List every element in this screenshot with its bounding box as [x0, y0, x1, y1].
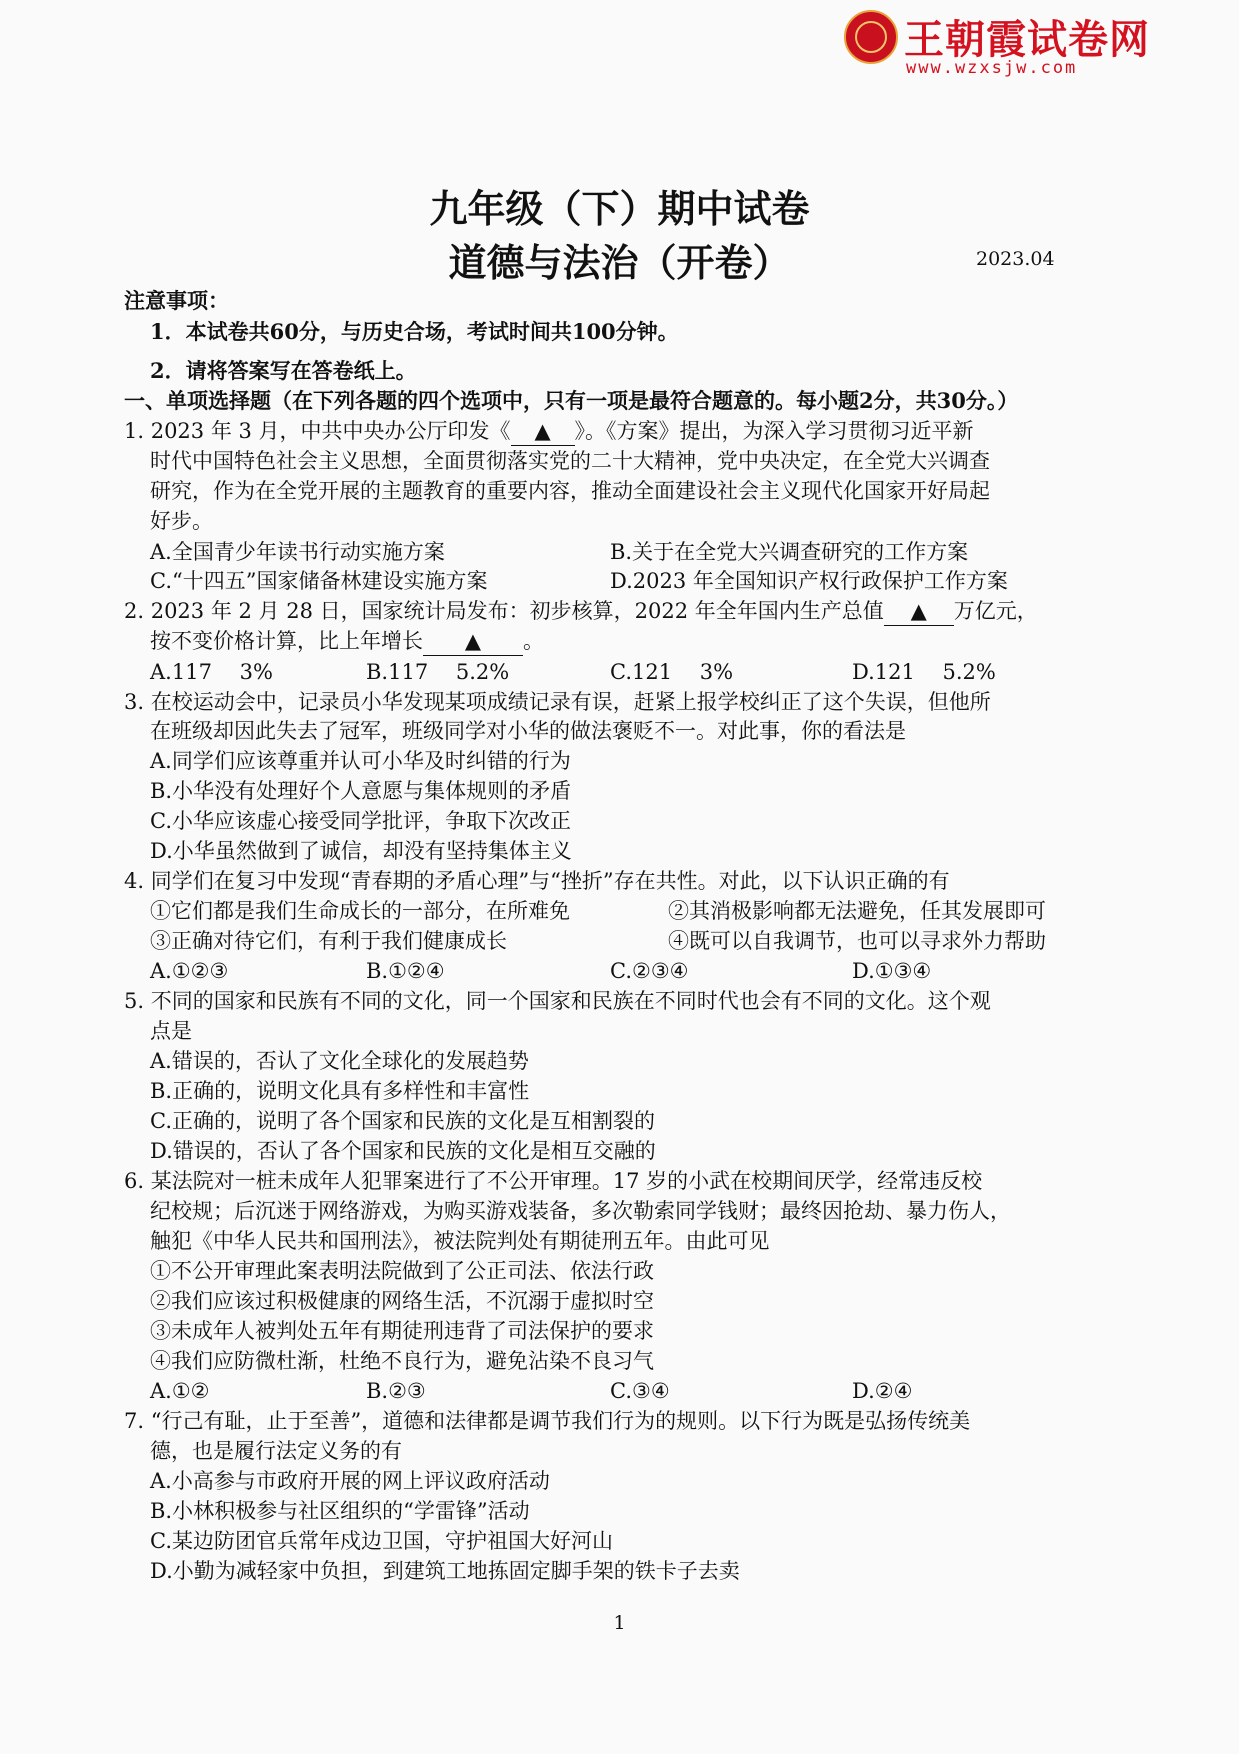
q4-option-c: C.②③④ — [610, 959, 689, 983]
q3-option-a: A.同学们应该尊重并认可小华及时纠错的行为 — [150, 749, 571, 773]
q7-option-c: C.某边防团官兵常年戍边卫国，守护祖国大好河山 — [150, 1529, 613, 1553]
notice-heading: 注意事项： — [124, 288, 229, 313]
q2-option-c: C.121 3% — [610, 660, 734, 684]
seal-icon — [844, 10, 898, 64]
q7-stem-line-1: 7. “行己有耻，止于至善”，道德和法律都是调节我们行为的规则。以下行为既是弘扬传统美 — [124, 1409, 971, 1433]
answer-blank: ▲ — [884, 597, 954, 626]
q2-stem-line-1: 2. 2023 年 2 月 28 日，国家统计局发布：初步核算，2022 年全年国内生产总值 ▲ 万亿元， — [124, 597, 1038, 626]
q6-statement-2: ②我们应该过积极健康的网络生活，不沉溺于虚拟时空 — [150, 1289, 654, 1313]
q6-stem-line-1: 6. 某法院对一桩未成年人犯罪案进行了不公开审理。17 岁的小武在校期间厌学，经常违反校 — [124, 1169, 983, 1193]
exam-subject: 道德与法治（开卷） — [448, 240, 791, 285]
answer-blank: ▲ — [511, 417, 575, 446]
q2-option-a: A.117 3% — [150, 660, 273, 684]
watermark-url: www.wzxsjw.com — [906, 58, 1078, 78]
q6-option-b: B.②③ — [366, 1379, 426, 1403]
q5-option-c: C.正确的，说明了各个国家和民族的文化是互相割裂的 — [150, 1109, 655, 1133]
q2-option-d: D.121 5.2% — [852, 660, 996, 684]
q5-stem-line-2: 点是 — [150, 1019, 192, 1043]
q6-statement-4: ④我们应防微杜渐，杜绝不良行为，避免沾染不良习气 — [150, 1349, 654, 1373]
q1-stem-line-4: 好步。 — [150, 509, 213, 533]
q4-statement-3: ③正确对待它们，有利于我们健康成长 — [150, 929, 507, 953]
q5-stem-line-1: 5. 不同的国家和民族有不同的文化，同一个国家和民族在不同时代也会有不同的文化。这个观 — [124, 989, 991, 1013]
q1-stem-line-3: 研究，作为在全党开展的主题教育的重要内容，推动全面建设社会主义现代化国家开好局起 — [150, 479, 990, 503]
q7-option-b: B.小林积极参与社区组织的“学雷锋”活动 — [150, 1499, 530, 1523]
q2-stem-line-2: 按不变价格计算，比上年增长 ▲ 。 — [150, 627, 544, 656]
q4-statement-2: ②其消极影响都无法避免，任其发展即可 — [668, 899, 1046, 923]
q3-stem-line-1: 3. 在校运动会中，记录员小华发现某项成绩记录有误，赶紧上报学校纠正了这个失误，但他所 — [124, 690, 991, 714]
q6-stem-line-2: 纪校规；后沉迷于网络游戏，为购买游戏装备，多次勒索同学钱财；最终因抢劫、暴力伤人， — [150, 1199, 1011, 1223]
q6-option-d: D.②④ — [852, 1379, 913, 1403]
watermark-name: 王朝霞试卷网 — [904, 17, 1150, 63]
q3-option-d: D.小华虽然做到了诚信，却没有坚持集体主义 — [150, 839, 572, 863]
q4-statement-4: ④既可以自我调节，也可以寻求外力帮助 — [668, 929, 1046, 953]
watermark-logo — [844, 6, 1174, 86]
q6-option-c: C.③④ — [610, 1379, 670, 1403]
q1-option-c: C.“十四五”国家储备林建设实施方案 — [150, 569, 488, 593]
q7-option-d: D.小勤为减轻家中负担，到建筑工地拣固定脚手架的铁卡子去卖 — [150, 1559, 740, 1583]
q3-option-b: B.小华没有处理好个人意愿与集体规则的矛盾 — [150, 779, 572, 803]
q4-statement-1: ①它们都是我们生命成长的一部分，在所难免 — [150, 899, 570, 923]
answer-blank: ▲ — [423, 627, 523, 656]
section-heading: 一、单项选择题（在下列各题的四个选项中，只有一项是最符合题意的。每小题2分，共30分。） — [124, 388, 1019, 413]
q1-option-b: B.关于在全党大兴调查研究的工作方案 — [610, 540, 969, 564]
q2-option-b: B.117 5.2% — [366, 660, 510, 684]
q1-option-d: D.2023 年全国知识产权行政保护工作方案 — [610, 569, 1008, 593]
q5-option-a: A.错误的，否认了文化全球化的发展趋势 — [150, 1049, 529, 1073]
q3-option-c: C.小华应该虚心接受同学批评，争取下次改正 — [150, 809, 571, 833]
q3-stem-line-2: 在班级却因此失去了冠军，班级同学对小华的做法褒贬不一。对此事，你的看法是 — [150, 719, 906, 743]
q1-stem-line-1: 1. 2023 年 3 月，中共中央办公厅印发《 ▲ 》。《方案》提出，为深入学习贯彻习近平新 — [124, 417, 974, 446]
q4-option-d: D.①③④ — [852, 959, 932, 983]
q6-statement-1: ①不公开审理此案表明法院做到了公正司法、依法行政 — [150, 1259, 654, 1283]
q5-option-d: D.错误的，否认了各个国家和民族的文化是相互交融的 — [150, 1139, 656, 1163]
notice-item-2: 2．请将答案写在答卷纸上。 — [150, 358, 417, 383]
q1-stem-line-2: 时代中国特色社会主义思想，全面贯彻落实党的二十大精神，党中央决定，在全党大兴调查 — [150, 449, 990, 473]
q6-statement-3: ③未成年人被判处五年有期徒刑违背了司法保护的要求 — [150, 1319, 654, 1343]
q6-stem-line-3: 触犯《中华人民共和国刑法》，被法院判处有期徒刑五年。由此可见 — [150, 1229, 770, 1253]
exam-title: 九年级（下）期中试卷 — [429, 186, 810, 231]
exam-date: 2023.04 — [976, 248, 1055, 270]
page-number: 1 — [613, 1612, 626, 1634]
q7-stem-line-2: 德，也是履行法定义务的有 — [150, 1439, 402, 1463]
q1-option-a: A.全国青少年读书行动实施方案 — [150, 540, 445, 564]
q5-option-b: B.正确的，说明文化具有多样性和丰富性 — [150, 1079, 530, 1103]
q4-option-b: B.①②④ — [366, 959, 445, 983]
q7-option-a: A.小高参与市政府开展的网上评议政府活动 — [150, 1469, 550, 1493]
q4-stem-line-1: 4. 同学们在复习中发现“青春期的矛盾心理”与“挫折”存在共性。对此，以下认识正确的有 — [124, 869, 950, 893]
q6-option-a: A.①② — [150, 1379, 210, 1403]
q4-option-a: A.①②③ — [150, 959, 229, 983]
notice-item-1: 1．本试卷共60分，与历史合场，考试时间共100分钟。 — [150, 319, 679, 344]
